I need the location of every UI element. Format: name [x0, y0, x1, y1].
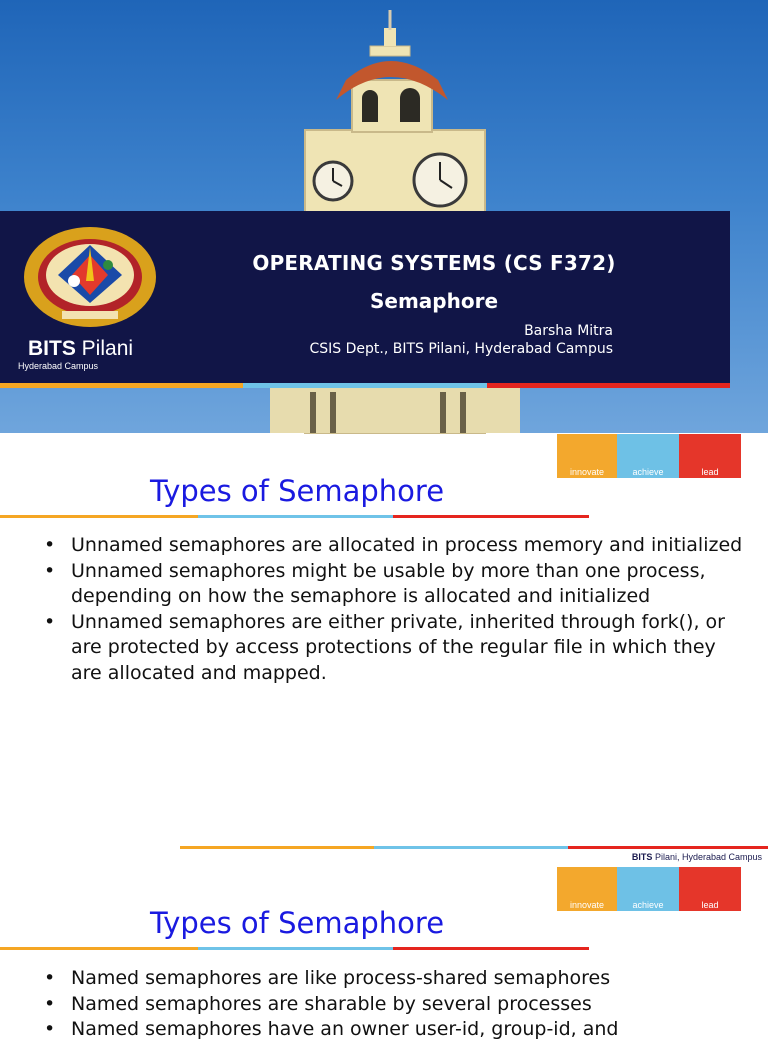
band-stripe-red [487, 383, 730, 388]
title-slide [0, 0, 768, 433]
tagline-achieve-text: achieve [632, 467, 664, 477]
tagline-achieve [617, 867, 679, 911]
slide2-rule-red [393, 515, 589, 518]
author-name: Barsha Mitra [524, 323, 613, 339]
slide2-rule-orange [0, 515, 198, 518]
topic-title: Semaphore [369, 289, 499, 313]
brand-campus: Hyderabad Campus [18, 361, 99, 371]
slide2-footer-rule [180, 846, 768, 849]
band-stripe-sky [243, 383, 487, 388]
tagline-innovate [557, 434, 617, 478]
band-stripe-orange [0, 383, 243, 388]
footer-text [632, 852, 762, 862]
footer-bold: BITS [631, 852, 653, 862]
list-item: • Unnamed semaphores might be usable by more than one process, depending on how the semaphore is allocated and initialized [44, 559, 744, 610]
slide2-bullet-list [44, 533, 744, 686]
tagline-innovate-text: innovate [569, 900, 605, 910]
slide3-rule-sky [198, 947, 393, 950]
department: CSIS Dept., BITS Pilani, Hyderabad Campus [309, 341, 613, 357]
slide3-heading: Types of Semaphore [150, 906, 445, 940]
tagline-innovate [557, 867, 617, 911]
tagline-lead-text: lead [701, 900, 719, 910]
slide3-rule-red [393, 947, 589, 950]
brand-rest: Pilani [75, 337, 134, 360]
slide3-bullet-list [44, 966, 744, 1043]
slide2-rule-sky [198, 515, 393, 518]
tagline-innovate-text: innovate [569, 467, 605, 477]
tagline-lead [679, 867, 741, 911]
tagline-achieve-text: achieve [632, 900, 664, 910]
list-item: • Named semaphores are like process-shared semaphores [44, 966, 744, 992]
slide3-rule-orange [0, 947, 198, 950]
list-item: • Unnamed semaphores are allocated in process memory and initialized [44, 533, 744, 559]
course-title: OPERATING SYSTEMS (CS F372) [252, 251, 616, 275]
tagline-lead [679, 434, 741, 478]
brand-bold: BITS [28, 337, 76, 360]
list-item: • Named semaphores are sharable by several processes [44, 992, 744, 1018]
footer-rest: Pilani, Hyderabad Campus [652, 852, 762, 862]
bits-pilani-crest-icon [22, 225, 158, 331]
slide2-heading: Types of Semaphore [150, 474, 445, 508]
tagline-banner [557, 434, 741, 478]
tagline-lead-text: lead [701, 467, 719, 477]
list-item: • Unnamed semaphores are either private, inherited through fork(), or are protected by access protections of the regular file in which they are allocated and mapped. [44, 610, 744, 687]
brand-name [28, 337, 133, 361]
list-item: • Named semaphores have an owner user-id, group-id, and [44, 1017, 744, 1043]
tagline-achieve [617, 434, 679, 478]
tagline-banner-2 [557, 867, 741, 911]
